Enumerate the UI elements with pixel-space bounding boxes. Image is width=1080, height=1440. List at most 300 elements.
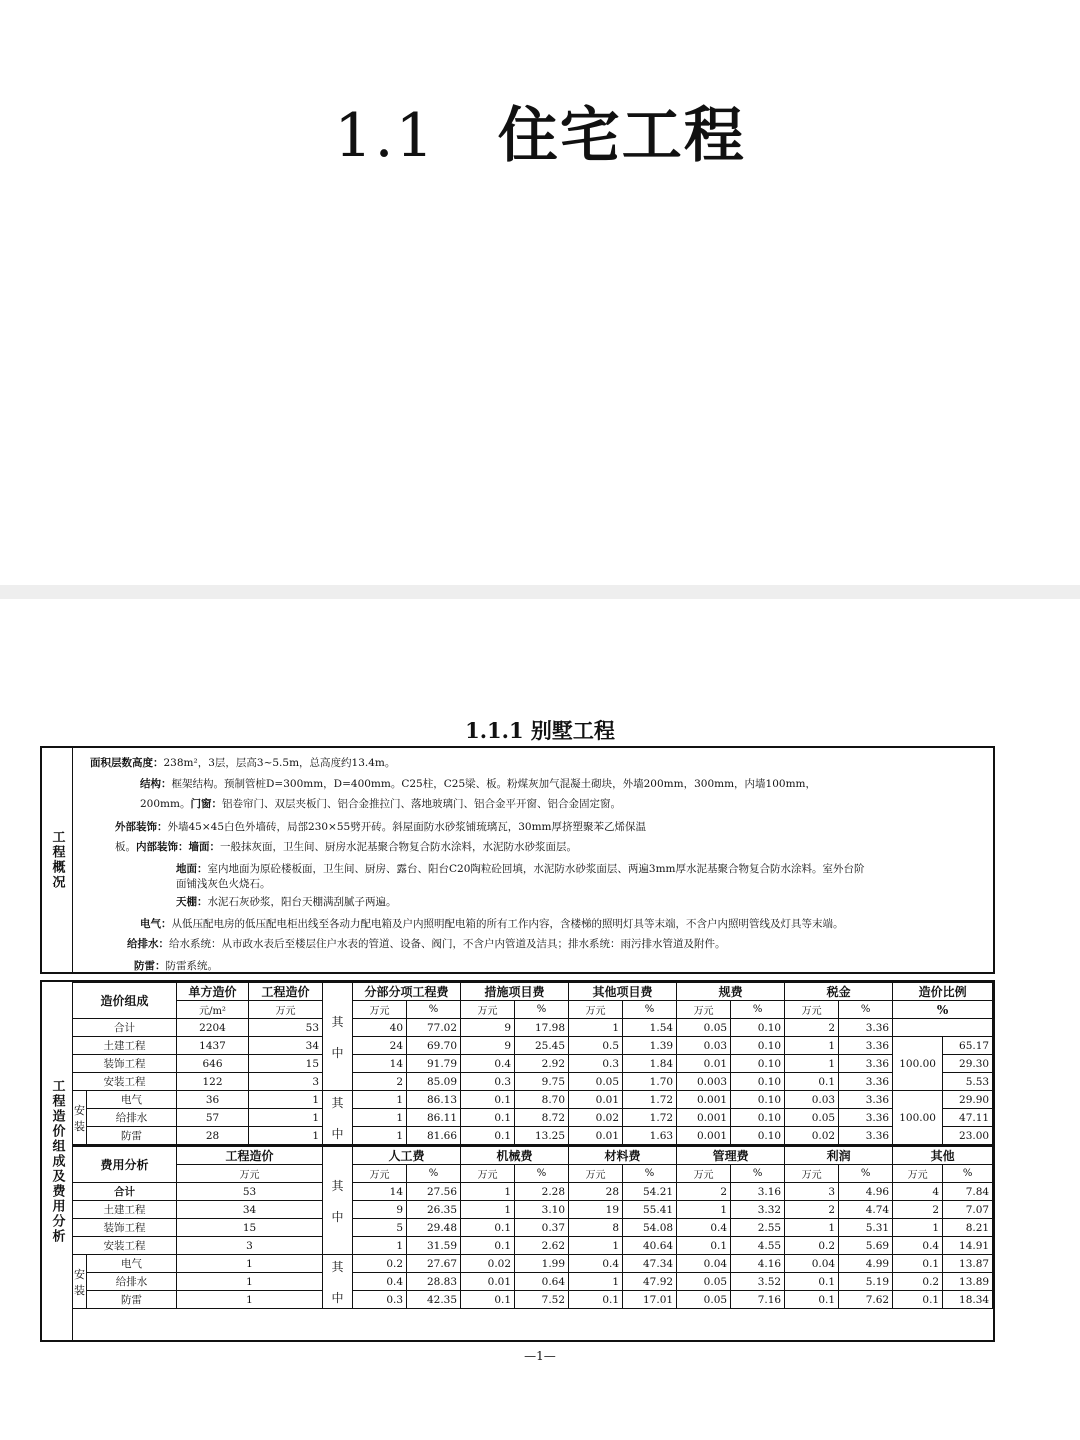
table-cell: 1.84 [623, 1055, 677, 1073]
table-cell: 1 [677, 1201, 731, 1219]
table-cell: 9 [461, 1019, 515, 1037]
table-cell: 0.001 [677, 1109, 731, 1127]
table-cell: 0.64 [515, 1273, 569, 1291]
table-cell: 0.10 [731, 1055, 785, 1073]
table-cell: 27.56 [407, 1183, 461, 1201]
table-cell [893, 1019, 993, 1037]
table-cell: 合计 [73, 1183, 177, 1201]
text-span: 中 [331, 1126, 344, 1141]
table-cell: 0.03 [677, 1037, 731, 1055]
table-cell: 万元 [461, 1165, 515, 1183]
text-span: 其 [331, 1259, 344, 1274]
overview-line [115, 839, 577, 854]
table-cell: 7.07 [943, 1201, 993, 1219]
table-cell: 3.36 [839, 1019, 893, 1037]
table-cell: 1 [353, 1237, 407, 1255]
table-cell: 1.54 [623, 1019, 677, 1037]
table-cell: 1 [353, 1091, 407, 1109]
table-cell: 1 [249, 1127, 323, 1145]
table-cell: 费用分析 [73, 1146, 177, 1183]
overview-line [140, 776, 816, 791]
table-cell: % [839, 1001, 893, 1019]
table-cell: 1 [785, 1055, 839, 1073]
table-cell: 3.36 [839, 1055, 893, 1073]
table-cell: 25.45 [515, 1037, 569, 1055]
table-cell: 0.05 [569, 1073, 623, 1091]
table-cell: 0.1 [893, 1255, 943, 1273]
table-cell: 2 [353, 1073, 407, 1091]
table-cell: 0.3 [569, 1055, 623, 1073]
table-cell: % [731, 1001, 785, 1019]
table-cell: 1 [893, 1219, 943, 1237]
table-cell: 人工费 [353, 1146, 461, 1165]
overview-line [140, 916, 844, 931]
table-cell: 1 [785, 1037, 839, 1055]
table-cell: 0.1 [461, 1109, 515, 1127]
text-span: 框架结构。预制管桩D=300mm，D=400mm。C25柱，C25梁、板。粉煤灰加气混凝土砌块，外墙200mm，300mm，内墙100mm， [171, 778, 816, 790]
table-cell: 1 [461, 1201, 515, 1219]
table-cell: 28.83 [407, 1273, 461, 1291]
table-cell: 0.02 [461, 1255, 515, 1273]
text-span: 给水系统：从市政水表后至楼层住户水表的管道、设备、阀门，不含户内管道及洁具；排水系统：雨污排水管道及附件。 [169, 938, 726, 950]
table-cell: 0.02 [569, 1109, 623, 1127]
text-span: 外墙45×45白色外墙砖，局部230×55劈开砖。斜屋面防水砂浆铺琉璃瓦，30mm厚挤塑聚苯乙烯保温 [167, 821, 646, 833]
table-cell: 电气 [87, 1255, 177, 1273]
table-cell: 3 [249, 1073, 323, 1091]
table-cell: 1.63 [623, 1127, 677, 1145]
table-cell: 36 [177, 1091, 249, 1109]
table-cell: 1.72 [623, 1109, 677, 1127]
table-row [73, 1255, 993, 1273]
table-cell: 2204 [177, 1019, 249, 1037]
table-cell: % [839, 1165, 893, 1183]
table-cell: 4.55 [731, 1237, 785, 1255]
table-cell: % [407, 1001, 461, 1019]
table-cell: 机械费 [461, 1146, 569, 1165]
cost-box [40, 980, 995, 1342]
table-cell: % [515, 1001, 569, 1019]
table-cell [323, 1255, 353, 1309]
table-cell: 2.28 [515, 1183, 569, 1201]
table-cell: 8.70 [515, 1091, 569, 1109]
text-span: 238m²，3层，层高3~5.5m，总高度约13.4m。 [163, 757, 396, 769]
table-cell: 54.08 [623, 1219, 677, 1237]
table-cell: 47.34 [623, 1255, 677, 1273]
overview-box [40, 746, 995, 974]
table-cell: 万元 [353, 1165, 407, 1183]
table-row [73, 1183, 993, 1201]
table-cell: 造价组成 [73, 983, 177, 1019]
table-cell: 管理费 [677, 1146, 785, 1165]
table-cell: 53 [177, 1183, 323, 1201]
table-cell: 1 [353, 1109, 407, 1127]
table-cell: 47.92 [623, 1273, 677, 1291]
overview-line [127, 936, 726, 951]
text-span: 其 [331, 1014, 344, 1029]
table-cell: 0.5 [569, 1037, 623, 1055]
table-cell: 利润 [785, 1146, 893, 1165]
text-span: 装 [74, 1283, 85, 1297]
table-cell: 14 [353, 1055, 407, 1073]
table-cell: 0.1 [461, 1127, 515, 1145]
table-cell: 0.1 [461, 1291, 515, 1309]
table-cell: 装饰工程 [73, 1219, 177, 1237]
table-cell: 防雷 [87, 1291, 177, 1309]
table-cell: 17.98 [515, 1019, 569, 1037]
table-cell: 1 [249, 1091, 323, 1109]
table-cell: 77.02 [407, 1019, 461, 1037]
text-span: 地面： [176, 863, 208, 875]
table-cell: 工程造价 [249, 983, 323, 1001]
cost-composition-table [72, 982, 993, 1145]
table-row [73, 1019, 993, 1037]
table-cell: 15 [177, 1219, 323, 1237]
table-cell: 2 [893, 1201, 943, 1219]
table-cell: 3 [785, 1183, 839, 1201]
table-cell: 万元 [569, 1165, 623, 1183]
table-cell: 7.52 [515, 1291, 569, 1309]
table-cell: % [623, 1001, 677, 1019]
text-span: 门窗： [190, 798, 222, 810]
table-cell: 54.21 [623, 1183, 677, 1201]
table-cell: 1.70 [623, 1073, 677, 1091]
table-cell: 1 [249, 1109, 323, 1127]
table-cell: 0.4 [461, 1055, 515, 1073]
table-cell: 0.2 [785, 1237, 839, 1255]
table-cell: 29.90 [943, 1091, 993, 1109]
table-cell: 0.01 [569, 1091, 623, 1109]
table-cell: 5.31 [839, 1219, 893, 1237]
table-cell: 3.36 [839, 1127, 893, 1145]
qizhong-label [323, 983, 353, 1091]
table-cell: 0.1 [461, 1091, 515, 1109]
table-cell: 18.34 [943, 1291, 993, 1309]
table-cell: 2 [785, 1201, 839, 1219]
text-span: 室内地面为原砼楼板面，卫生间、厨房、露台、阳台C20陶粒砼回填，水泥防水砂浆面层、两遍3mm厚水泥基聚合物复合防水涂料。室外台阶 [207, 863, 865, 875]
table-cell: 28 [177, 1127, 249, 1145]
table-cell: 0.4 [677, 1219, 731, 1237]
text-span: 外部装饰： [115, 821, 168, 833]
table-cell: 0.1 [785, 1291, 839, 1309]
text-span: 从低压配电房的低压配电柜出线至各动力配电箱及户内照明配电箱的所有工作内容，含楼梯的照明灯具等末端，不含户内照明管线及灯具等末端。 [171, 918, 844, 930]
table-cell: 安装工程 [73, 1073, 177, 1091]
table-cell: 24 [353, 1037, 407, 1055]
text-span: 200mm。 [140, 798, 191, 810]
text-span: 中 [331, 1290, 344, 1305]
table-cell: 1 [177, 1255, 323, 1273]
table-cell: 0.1 [461, 1219, 515, 1237]
table-cell: 0.02 [785, 1127, 839, 1145]
text-span: 电气： [140, 918, 172, 930]
table-cell: 3.36 [839, 1091, 893, 1109]
text-span: 防雷系统。 [165, 960, 218, 972]
table-cell: 0.01 [677, 1055, 731, 1073]
overview-line [134, 958, 218, 973]
table-cell: % [515, 1165, 569, 1183]
table-cell: 31.59 [407, 1237, 461, 1255]
text-span: 板。 [115, 841, 136, 853]
table-cell: 合计 [73, 1019, 177, 1037]
table-cell: 0.2 [353, 1255, 407, 1273]
table-cell: 17.01 [623, 1291, 677, 1309]
table-cell: 装饰工程 [73, 1055, 177, 1073]
table-cell: 4.16 [731, 1255, 785, 1273]
table-row [73, 1109, 993, 1127]
table-cell: 57 [177, 1109, 249, 1127]
table-cell: 0.05 [677, 1273, 731, 1291]
table-cell: 26.35 [407, 1201, 461, 1219]
table-cell: 91.79 [407, 1055, 461, 1073]
text-span: 面铺浅灰色火烧石。 [176, 878, 271, 890]
text-span: 安 [74, 1267, 85, 1281]
table-row [73, 1127, 993, 1145]
table-cell: 造价比例 [893, 983, 993, 1001]
overview-line [90, 755, 395, 770]
table-cell: 1.99 [515, 1255, 569, 1273]
table-cell: 其他项目费 [569, 983, 677, 1001]
table-cell: 万元 [893, 1165, 943, 1183]
table-row [73, 1219, 993, 1237]
table-cell: 4 [893, 1183, 943, 1201]
table-cell: 土建工程 [73, 1201, 177, 1219]
table-cell: 0.4 [569, 1255, 623, 1273]
table-cell: 1 [461, 1183, 515, 1201]
table-row [73, 1291, 993, 1309]
table-cell: 8 [569, 1219, 623, 1237]
text-span: 中 [331, 1045, 344, 1060]
table-cell: 0.001 [677, 1091, 731, 1109]
table-cell: % [893, 1001, 993, 1019]
table-cell: 1 [569, 1237, 623, 1255]
table-cell [323, 1091, 353, 1145]
table-cell: 86.11 [407, 1109, 461, 1127]
table-cell: 65.17 [943, 1037, 993, 1055]
table-cell: 14 [353, 1183, 407, 1201]
table-cell: 单方造价 [177, 983, 249, 1001]
table-cell: 电气 [87, 1091, 177, 1109]
table-cell: 1.39 [623, 1037, 677, 1055]
cover-page [0, 0, 1080, 585]
table-cell: 0.001 [677, 1127, 731, 1145]
table-cell: 0.10 [731, 1019, 785, 1037]
table-row [73, 1237, 993, 1255]
table-cell: 1.72 [623, 1091, 677, 1109]
table-cell: 给排水 [87, 1109, 177, 1127]
table-cell: 19 [569, 1201, 623, 1219]
table-cell: 3.10 [515, 1201, 569, 1219]
table-cell: 工程造价 [177, 1146, 323, 1165]
table-cell: 3.32 [731, 1201, 785, 1219]
table-cell: 2.92 [515, 1055, 569, 1073]
table-cell: 3.36 [839, 1073, 893, 1091]
table-cell: 29.48 [407, 1219, 461, 1237]
table-cell: 0.003 [677, 1073, 731, 1091]
table-cell: 0.01 [461, 1273, 515, 1291]
chapter-title: 1.1 住宅工程 [334, 101, 746, 171]
table-cell: 100.00 [893, 1037, 943, 1091]
table-cell: 0.10 [731, 1127, 785, 1145]
table-cell: 9.75 [515, 1073, 569, 1091]
table-cell: 9 [353, 1201, 407, 1219]
table-cell: 0.04 [677, 1255, 731, 1273]
table-cell: 1 [177, 1273, 323, 1291]
table-cell: 0.1 [677, 1237, 731, 1255]
table-cell: 0.04 [785, 1255, 839, 1273]
table-row [73, 1091, 993, 1109]
overview-line [140, 796, 621, 811]
text-span: 水泥石灰砂浆，阳台天棚满刮腻子两遍。 [207, 896, 397, 908]
text-span: 一般抹灰面，卫生间、厨房水泥基聚合物复合防水涂料，水泥防水砂浆面层。 [220, 841, 577, 853]
table-row [73, 1273, 993, 1291]
table-cell: 34 [249, 1037, 323, 1055]
table-cell: 7.84 [943, 1183, 993, 1201]
table-cell: 1 [177, 1291, 323, 1309]
text-span: 结构： [140, 778, 172, 790]
table-cell: % [731, 1165, 785, 1183]
table-row [73, 1201, 993, 1219]
table-cell: 0.3 [353, 1291, 407, 1309]
table-cell: % [407, 1165, 461, 1183]
table-cell: % [623, 1165, 677, 1183]
table-cell: 0.3 [461, 1073, 515, 1091]
table-cell: 3.16 [731, 1183, 785, 1201]
table-cell: 5.53 [943, 1073, 993, 1091]
text-span: 天棚： [176, 896, 208, 908]
table-cell: 4.99 [839, 1255, 893, 1273]
text-span: 其 [331, 1178, 344, 1193]
table-cell: 646 [177, 1055, 249, 1073]
table-cell: 税金 [785, 983, 893, 1001]
table-cell: 万元 [677, 1001, 731, 1019]
table-cell: 万元 [785, 1165, 839, 1183]
text-span: 其 [331, 1095, 344, 1110]
table-cell: 材料费 [569, 1146, 677, 1165]
table-cell: 8.72 [515, 1109, 569, 1127]
table-cell: 万元 [677, 1165, 731, 1183]
cost-side-label: 工程造价组成及费用分析 [42, 982, 73, 1340]
table-cell [73, 1255, 87, 1309]
text-span: 防雷： [134, 960, 166, 972]
table-row [73, 1055, 993, 1073]
text-span: 内部装饰：墙面： [136, 841, 220, 853]
text-span: 面积层数高度： [90, 757, 164, 769]
table-cell: 86.13 [407, 1091, 461, 1109]
text-span: 铝卷帘门、双层夹板门、铝合金推拉门、落地玻璃门、铝合金平开窗、铝合金固定窗。 [221, 798, 621, 810]
table-cell: 0.03 [785, 1091, 839, 1109]
text-span: 中 [331, 1209, 344, 1224]
table-cell: 安装工程 [73, 1237, 177, 1255]
text-span: 给排水： [127, 938, 169, 950]
table-cell: 69.70 [407, 1037, 461, 1055]
table-cell: 14.91 [943, 1237, 993, 1255]
table-cell: 47.11 [943, 1109, 993, 1127]
table-cell: 0.1 [461, 1237, 515, 1255]
text-span: 装 [74, 1119, 85, 1133]
table-cell: 其他 [893, 1146, 993, 1165]
table-cell: 40 [353, 1019, 407, 1037]
table-cell: 2 [677, 1183, 731, 1201]
table-cell: 0.4 [893, 1237, 943, 1255]
table-cell: 万元 [785, 1001, 839, 1019]
table-cell: 42.35 [407, 1291, 461, 1309]
table-cell: 1 [785, 1219, 839, 1237]
table-cell: 3.36 [839, 1109, 893, 1127]
overview-line [176, 894, 397, 909]
table-cell: 措施项目费 [461, 983, 569, 1001]
table-cell: 1 [569, 1019, 623, 1037]
overview-line [115, 819, 646, 834]
cost-analysis-table [72, 1145, 993, 1309]
table-cell: 28 [569, 1183, 623, 1201]
table-cell: 100.00 [893, 1091, 943, 1145]
section-title: 1.1.1 别墅工程 [465, 718, 615, 743]
table-cell: 0.10 [731, 1109, 785, 1127]
content-page [0, 599, 1080, 1440]
table-cell: 34 [177, 1201, 323, 1219]
page-number: —1— [524, 1349, 556, 1363]
table-cell: 0.05 [785, 1109, 839, 1127]
table-cell: 29.30 [943, 1055, 993, 1073]
text-span: 安 [74, 1103, 85, 1117]
table-cell: 2 [785, 1019, 839, 1037]
overview-line [176, 861, 865, 876]
table-cell: 0.37 [515, 1219, 569, 1237]
table-cell: 万元 [461, 1001, 515, 1019]
table-cell: 53 [249, 1019, 323, 1037]
table-cell: 0.2 [893, 1273, 943, 1291]
table-cell: 13.89 [943, 1273, 993, 1291]
table-cell [323, 1146, 353, 1255]
table-cell: 万元 [177, 1165, 323, 1183]
table-cell: 0.05 [677, 1291, 731, 1309]
table-cell: 40.64 [623, 1237, 677, 1255]
anzhuang-label [73, 1091, 87, 1145]
table-cell: 8.21 [943, 1219, 993, 1237]
table-cell: 23.00 [943, 1127, 993, 1145]
table-cell: 万元 [353, 1001, 407, 1019]
table-cell: 13.25 [515, 1127, 569, 1145]
table-cell: 0.05 [677, 1019, 731, 1037]
table-cell: 3.36 [839, 1037, 893, 1055]
table-cell: 5.19 [839, 1273, 893, 1291]
table-cell: 防雷 [87, 1127, 177, 1145]
table-row [73, 1073, 993, 1091]
table-cell: 0.1 [785, 1073, 839, 1091]
table-cell: 5.69 [839, 1237, 893, 1255]
table-cell: 81.66 [407, 1127, 461, 1145]
table-row [73, 1037, 993, 1055]
table-cell: 85.09 [407, 1073, 461, 1091]
overview-side-label: 工程概况 [42, 748, 73, 972]
table-cell: 15 [249, 1055, 323, 1073]
table-cell: 0.4 [353, 1273, 407, 1291]
table-cell: 2.62 [515, 1237, 569, 1255]
table-cell: 0.10 [731, 1073, 785, 1091]
table-cell: 0.1 [785, 1273, 839, 1291]
table-cell: 给排水 [87, 1273, 177, 1291]
table-cell: 0.10 [731, 1091, 785, 1109]
page-separator [0, 585, 1080, 599]
table-cell: 0.1 [893, 1291, 943, 1309]
table-cell: % [943, 1165, 993, 1183]
table-cell: 1 [569, 1273, 623, 1291]
table-cell: 0.01 [569, 1127, 623, 1145]
table-cell: 7.16 [731, 1291, 785, 1309]
table-cell: 55.41 [623, 1201, 677, 1219]
table-cell: 3.52 [731, 1273, 785, 1291]
table-cell: 9 [461, 1037, 515, 1055]
table-cell: 5 [353, 1219, 407, 1237]
